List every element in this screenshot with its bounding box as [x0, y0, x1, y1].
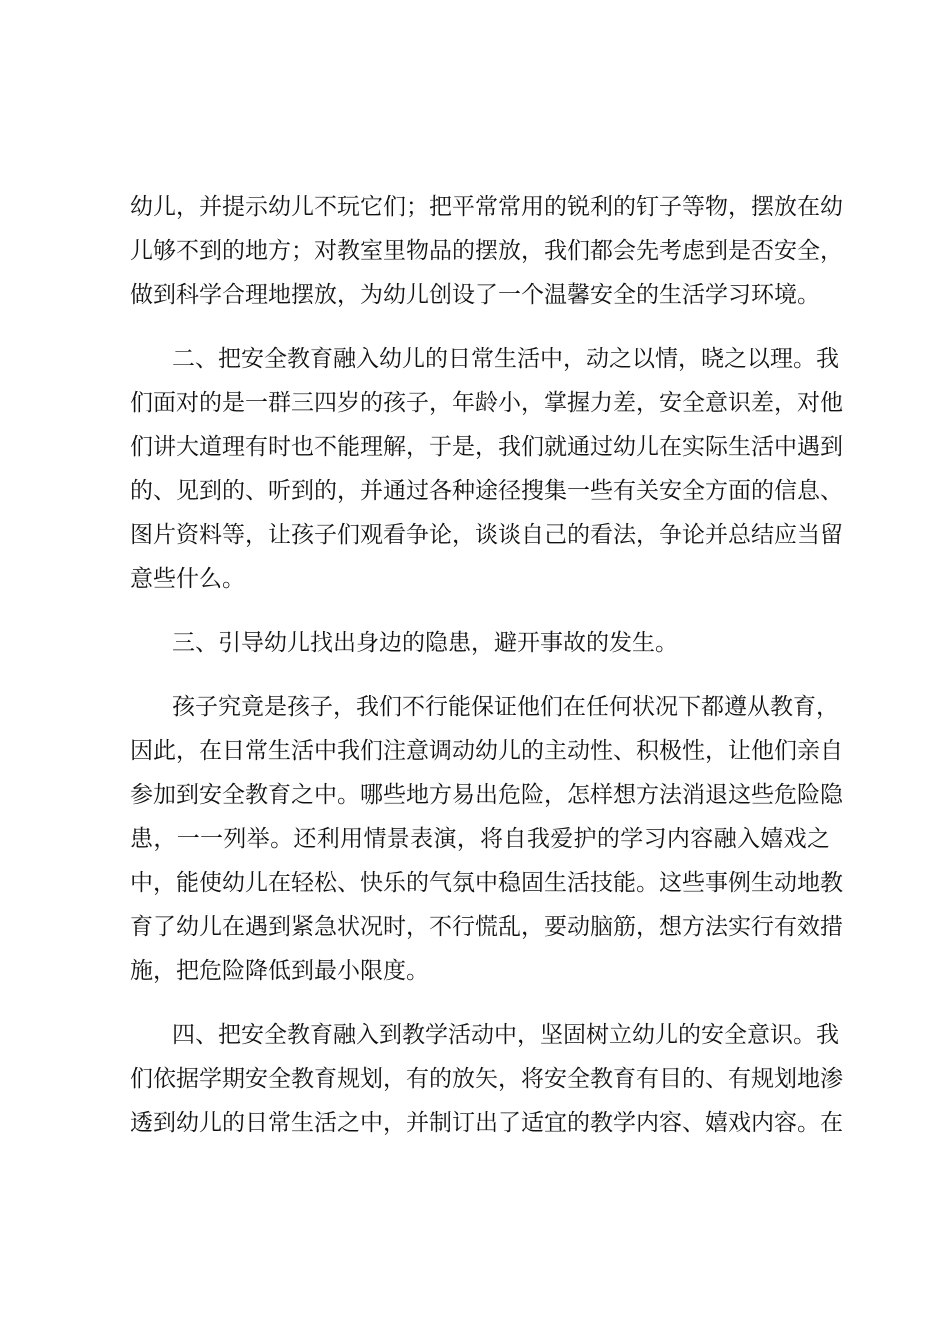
paragraph-2-line-4: 的、见到的、听到的，并通过各种途径搜集一些有关安全方面的信息、 — [130, 478, 843, 504]
paragraph-5-line-3: 透到幼儿的日常生活之中，并制订出了适宜的教学内容、嬉戏内容。在 — [130, 1110, 843, 1136]
paragraph-4-line-1: 孩子究竟是孩子，我们不行能保证他们在任何状况下都遵从教育， — [172, 694, 839, 720]
paragraph-gap — [130, 601, 830, 621]
paragraph-2-line-5: 图片资料等，让孩子们观看争论，谈谈自己的看法，争论并总结应当留 — [130, 522, 843, 548]
paragraph-3-line-1: 三、引导幼儿找出身边的隐患，避开事故的发生。 — [172, 630, 678, 656]
paragraph-4-line-4: 患，一一列举。还利用情景表演，将自我爱护的学习内容融入嬉戏之 — [130, 826, 830, 852]
paragraph-4-line-3: 参加到安全教育之中。哪些地方易出危险，怎样想方法消退这些危险隐 — [130, 782, 843, 808]
paragraph-2-line-2: 们面对的是一群三四岁的孩子，年龄小，掌握力差，安全意识差，对他 — [130, 390, 843, 416]
paragraph-gap — [130, 317, 830, 337]
paragraph-2-line-6: 意些什么。 — [130, 566, 245, 592]
paragraph-5-line-1: 四、把安全教育融入到教学活动中，坚固树立幼儿的安全意识。我 — [172, 1022, 839, 1048]
paragraph-gap — [130, 993, 830, 1013]
paragraph-1-line-2: 儿够不到的地方；对教室里物品的摆放，我们都会先考虑到是否安全， — [130, 238, 843, 264]
paragraph-5-line-2: 们依据学期安全教育规划，有的放矢，将安全教育有目的、有规划地渗 — [130, 1066, 843, 1092]
paragraph-1-line-3: 做到科学合理地摆放，为幼儿创设了一个温馨安全的生活学习环境。 — [130, 282, 820, 308]
paragraph-4-line-5: 中，能使幼儿在轻松、快乐的气氛中稳固生活技能。这些事例生动地教 — [130, 870, 843, 896]
paragraph-1-line-1: 幼儿，并提示幼儿不玩它们；把平常常用的锐利的钉子等物，摆放在幼 — [130, 194, 843, 220]
paragraph-2-line-1: 二、把安全教育融入幼儿的日常生活中，动之以情，晓之以理。我 — [172, 346, 839, 372]
document-body — [130, 185, 843, 1145]
paragraph-4-line-2: 因此，在日常生活中我们注意调动幼儿的主动性、积极性，让他们亲自 — [130, 738, 843, 764]
paragraph-2-line-3: 们讲大道理有时也不能理解，于是，我们就通过幼儿在实际生活中遇到 — [130, 434, 843, 460]
paragraph-4-line-7: 施，把危险降低到最小限度。 — [130, 958, 429, 984]
paragraph-4-line-6: 育了幼儿在遇到紧急状况时，不行慌乱，要动脑筋，想方法实行有效措 — [130, 914, 843, 940]
paragraph-gap — [130, 665, 830, 685]
